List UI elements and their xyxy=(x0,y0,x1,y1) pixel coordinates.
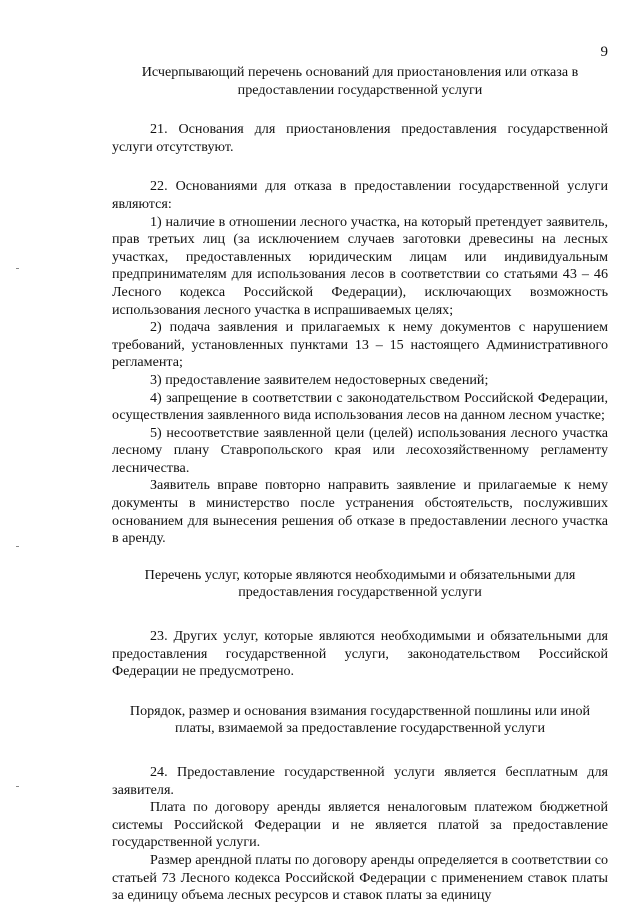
page-number: 9 xyxy=(600,44,608,60)
document-body xyxy=(112,64,608,905)
paragraph: 23. Других услуг, которые являются необходимыми и обязательными для предоставления государственной услуги, законодательством Российской Федерации не предусмотрено. xyxy=(112,628,608,680)
paragraph: Заявитель вправе повторно направить заявление и прилагаемые к нему документы в министерство после устранения обстоятельств, послуживших основанием для вынесения решения об отказе в предоставлении лесного участка в аренду. xyxy=(112,477,608,547)
section-heading-grounds-refusal: Исчерпывающий перечень оснований для приостановления или отказа в предоставлении государственной услуги xyxy=(141,64,579,98)
paragraph: Плата по договору аренды является неналоговым платежом бюджетной системы Российской Федерации и не является платой за предоставление государственной услуги. xyxy=(112,799,608,851)
list-item: 3) предоставление заявителем недостоверных сведений; xyxy=(150,371,489,388)
paragraph: 22. Основаниями для отказа в предоставлении государственной услуги являются: xyxy=(112,178,608,212)
paragraph: Размер арендной платы по договору аренды определяется в соответствии со статьей 73 Лесного кодекса Российской Федерации с применением ставок платы за единицу объема лесных ресурсов и ставок платы за единицу xyxy=(112,851,608,904)
section-heading-required-services: Перечень услуг, которые являются необходимыми и обязательными для предоставления государственной услуги xyxy=(144,566,576,601)
margin-mark xyxy=(16,546,19,547)
list-item: 2) подача заявления и прилагаемых к нему документов с нарушением требований, установленных пунктами 13 – 15 настоящего Административного регламента; xyxy=(112,319,608,371)
margin-mark xyxy=(16,786,19,787)
margin-mark xyxy=(16,268,19,269)
paragraph: 21. Основания для приостановления предоставления государственной услуги отсутствуют. xyxy=(112,121,608,155)
list-item: 5) несоответствие заявленной цели (целей) использования лесного участка лесному плану Ставропольского края или лесохозяйственному регламенту лесничества. xyxy=(112,424,608,476)
list-item: 1) наличие в отношении лесного участка, на который претендует заявитель, прав третьих лиц (за исключением случаев заготовки древесины на лесных участках, предоставленных юридическим лицам или индивидуальным предпринимателям для использования лесов в соответствии со статьями 43 – 46 Лесного кодекса Российской Федерации), исключающих возможность использования лесного участка в испрашиваемых целях; xyxy=(112,213,608,318)
section-heading-state-fee: Порядок, размер и основания взимания государственной пошлины или иной платы, взимаемой за предоставление государственной услуги xyxy=(129,702,591,737)
paragraph: 24. Предоставление государственной услуги является бесплатным для заявителя. xyxy=(112,764,608,798)
list-item: 4) запрещение в соответствии с законодательством Российской Федерации, осуществления заявленного вида использования лесов на данном лесном участке; xyxy=(112,389,608,424)
